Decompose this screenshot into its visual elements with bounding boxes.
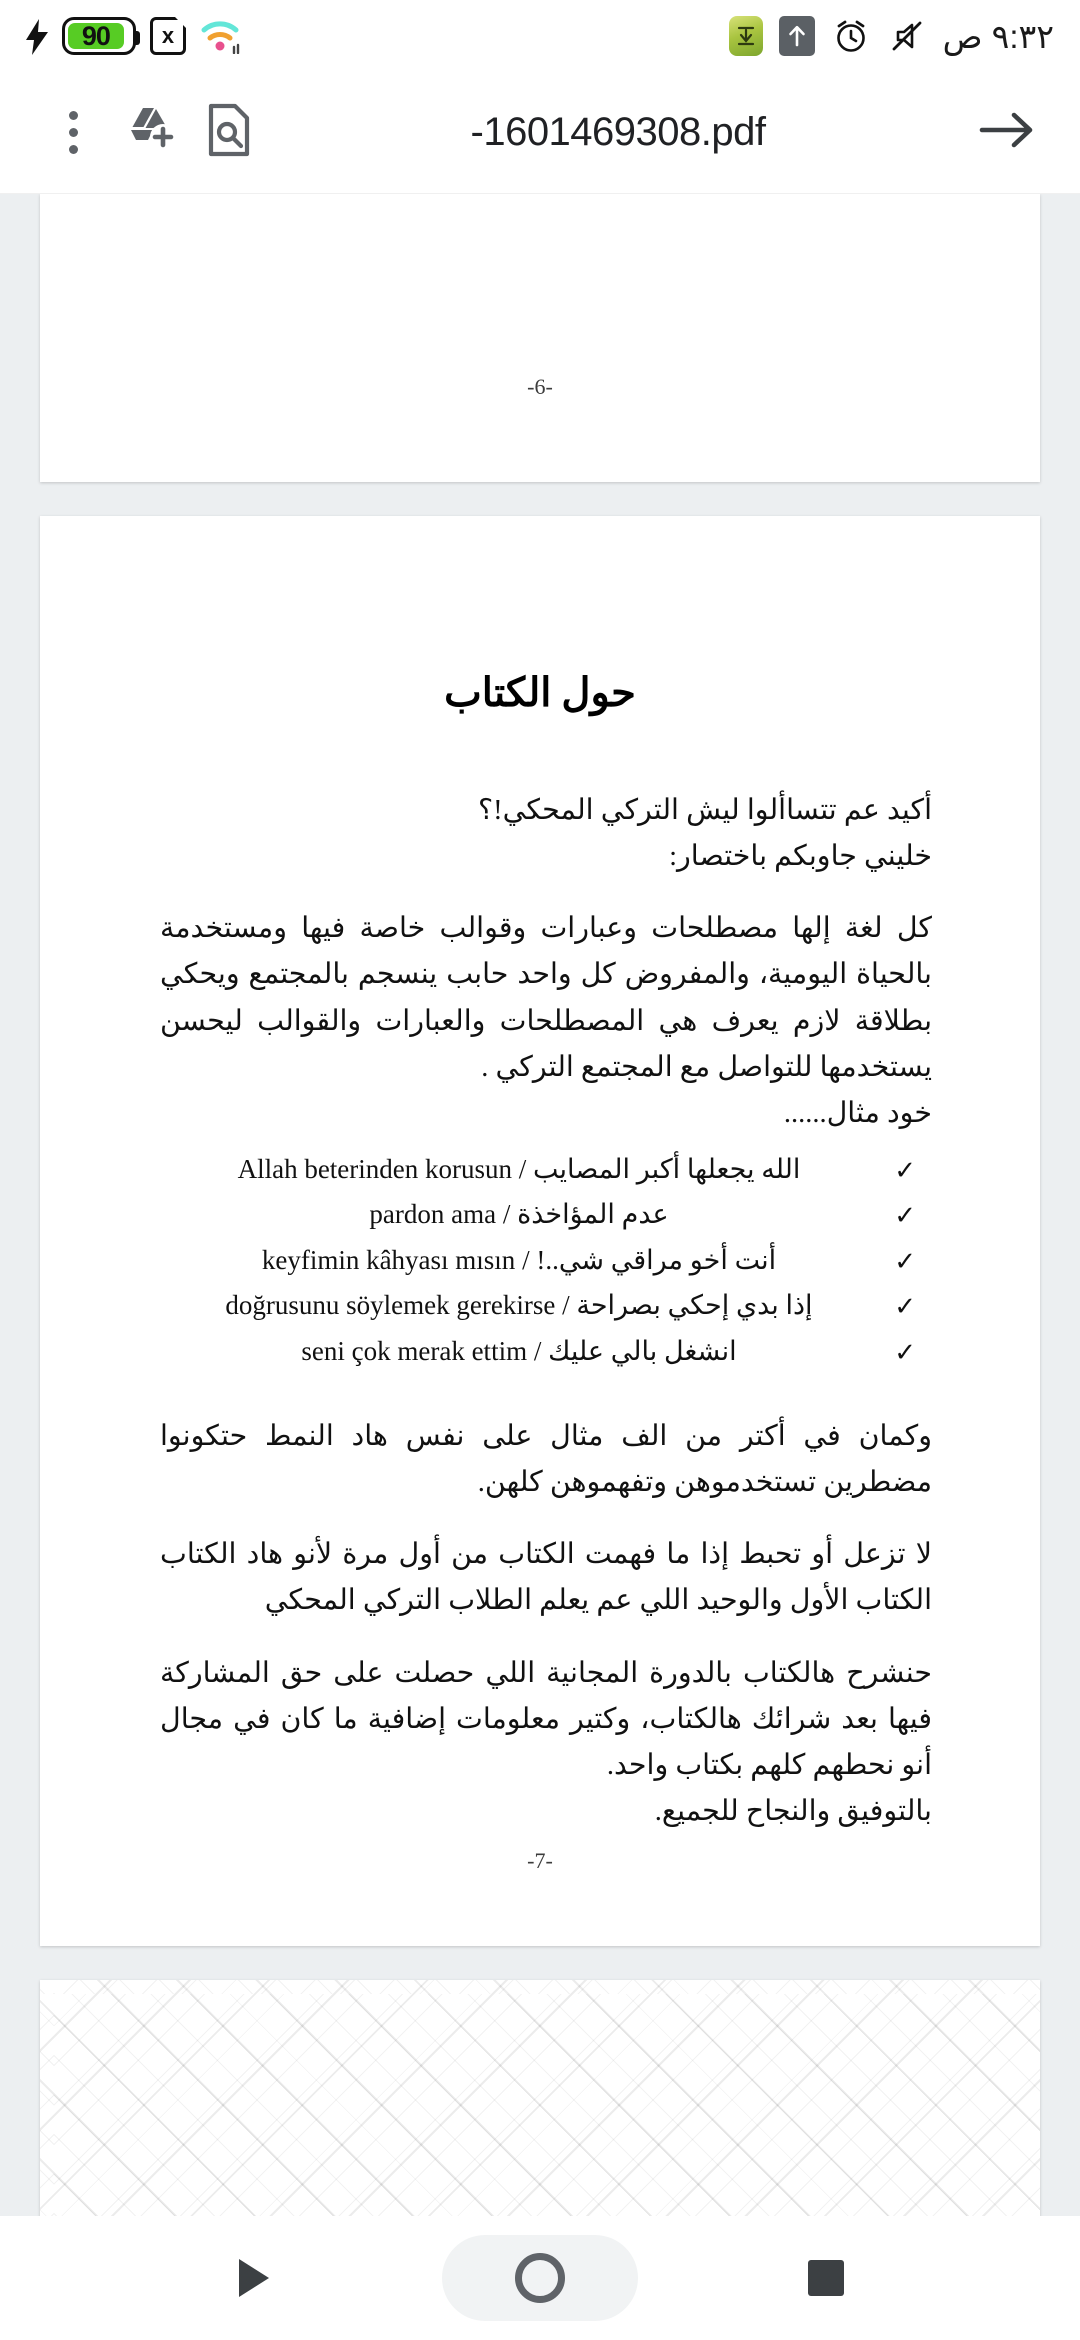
example-separator: / (522, 1244, 530, 1275)
lightning-bolt-icon (26, 19, 48, 53)
intro-line-1: أكيد عم تتساألوا ليش التركي المحكي!؟ (478, 795, 932, 826)
list-item (160, 1283, 932, 1328)
pdf-page-previous[interactable] (40, 194, 1040, 482)
examples-lead: خود مثال...... (783, 1097, 932, 1129)
forward-button[interactable] (968, 94, 1046, 172)
nav-home-button[interactable] (442, 2235, 638, 2321)
search-document-button[interactable] (190, 94, 268, 172)
example-arabic: إذا بدي إحكي بصراحة (576, 1290, 813, 1321)
example-turkish: keyfimin kâhyası mısın (261, 1244, 516, 1275)
check-icon: ✓ (894, 1201, 916, 1231)
clock-label: ٩:٣٢ ص (942, 17, 1054, 55)
example-turkish: seni çok merak ettim (301, 1335, 528, 1366)
check-icon: ✓ (894, 1292, 916, 1322)
pdf-page-current[interactable] (40, 516, 1040, 1946)
pdf-scroll-area[interactable] (0, 194, 1080, 2216)
battery-icon (62, 17, 136, 55)
pdf-page-next-pattern[interactable] (40, 1980, 1040, 2216)
add-to-drive-button[interactable] (112, 94, 190, 172)
upload-arrow-icon (779, 16, 815, 56)
examples-list (160, 1147, 932, 1374)
closing-line: بالتوفيق والنجاح للجميع. (654, 1795, 932, 1827)
app-bar (0, 72, 1080, 194)
example-turkish: pardon ama (369, 1199, 497, 1230)
example-arabic: انشغل بالي عليك (548, 1335, 737, 1366)
recents-square-icon (808, 2260, 844, 2296)
battery-percent-label: 90 (81, 20, 110, 51)
example-turkish: doğrusunu söylemek gerekirse (225, 1290, 556, 1321)
battery-fill (68, 20, 124, 51)
page-number-previous: -6- (527, 374, 553, 399)
paragraph-4: حنشرح هالكتاب بالدورة المجانية اللي حصلت على حق المشاركة فيها بعد شرائك هالكتاب، وكتير معلومات إضافية ما كان في مجال أنو نحطهم كلهم بكتاب واحد. (160, 1657, 932, 1781)
overflow-menu-button[interactable] (34, 94, 112, 172)
nav-back-button[interactable] (214, 2238, 294, 2318)
pdf-file-title: -1601469308.pdf (470, 110, 766, 154)
mute-vibrate-icon (887, 16, 927, 56)
home-circle-icon (515, 2253, 565, 2303)
no-sim-icon (150, 17, 186, 55)
check-icon: ✓ (894, 1246, 916, 1276)
check-icon: ✓ (894, 1156, 916, 1186)
add-to-drive-icon (123, 104, 179, 161)
example-arabic: عدم المؤاخذة (517, 1199, 669, 1230)
back-triangle-icon (239, 2259, 269, 2297)
wifi-icon (200, 18, 240, 54)
status-bar-left (26, 17, 240, 55)
list-item (160, 1147, 932, 1192)
list-item (160, 1329, 932, 1374)
no-sim-x-label: x (161, 23, 175, 48)
example-arabic: الله يجعلها أكبر المصايب (533, 1154, 801, 1185)
document-body (40, 788, 1040, 1835)
status-bar-right (729, 16, 1054, 56)
nav-recents-button[interactable] (786, 2238, 866, 2318)
status-bar (0, 0, 1080, 72)
paragraph-3: لا تزعل أو تحبط إذا ما فهمت الكتاب من أول مرة لأنو هاد الكتاب الكتاب الأول والوحيد اللي عم يعلم الطلاب التركي المحكي (160, 1539, 932, 1617)
page-number-current: -7- (527, 1848, 553, 1873)
example-separator: / (533, 1335, 542, 1366)
example-separator: / (518, 1154, 527, 1185)
check-icon: ✓ (894, 1337, 916, 1367)
example-turkish: Allah beterinden korusun (237, 1154, 513, 1185)
paragraph-1: كل لغة إلها مصطلحات وعبارات وقوالب خاصة فيها ومستخدمة بالحياة اليومية، والمفروض كل واحد حابب ينسجم بالمجتمع ويحكي بطلاقة لازم يعرف هي المصطلحات والعبارات والقوالب ليحسن يستخدمها للتواصل مع المجتمع التركي . (160, 913, 932, 1083)
example-separator: / (562, 1290, 570, 1321)
intro-line-2: خليني جاوبكم باختصار: (669, 841, 932, 873)
document-search-icon (205, 102, 253, 163)
list-item (160, 1238, 932, 1283)
list-item (160, 1192, 932, 1237)
document-heading: حول الكتاب (444, 670, 636, 715)
example-separator: / (502, 1199, 511, 1230)
paragraph-2: وكمان في أكتر من الف مثال على نفس هاد النمط حتكونوا مضطرين تستخدموهن وتفهموهن كلهن. (160, 1420, 932, 1499)
arrow-right-icon (978, 110, 1036, 155)
alarm-clock-icon (831, 16, 871, 56)
kebab-menu-icon (69, 111, 78, 154)
android-nav-bar (0, 2216, 1080, 2340)
download-icon (729, 16, 763, 56)
example-arabic: أنت أخو مراقي شي..! (536, 1244, 777, 1275)
